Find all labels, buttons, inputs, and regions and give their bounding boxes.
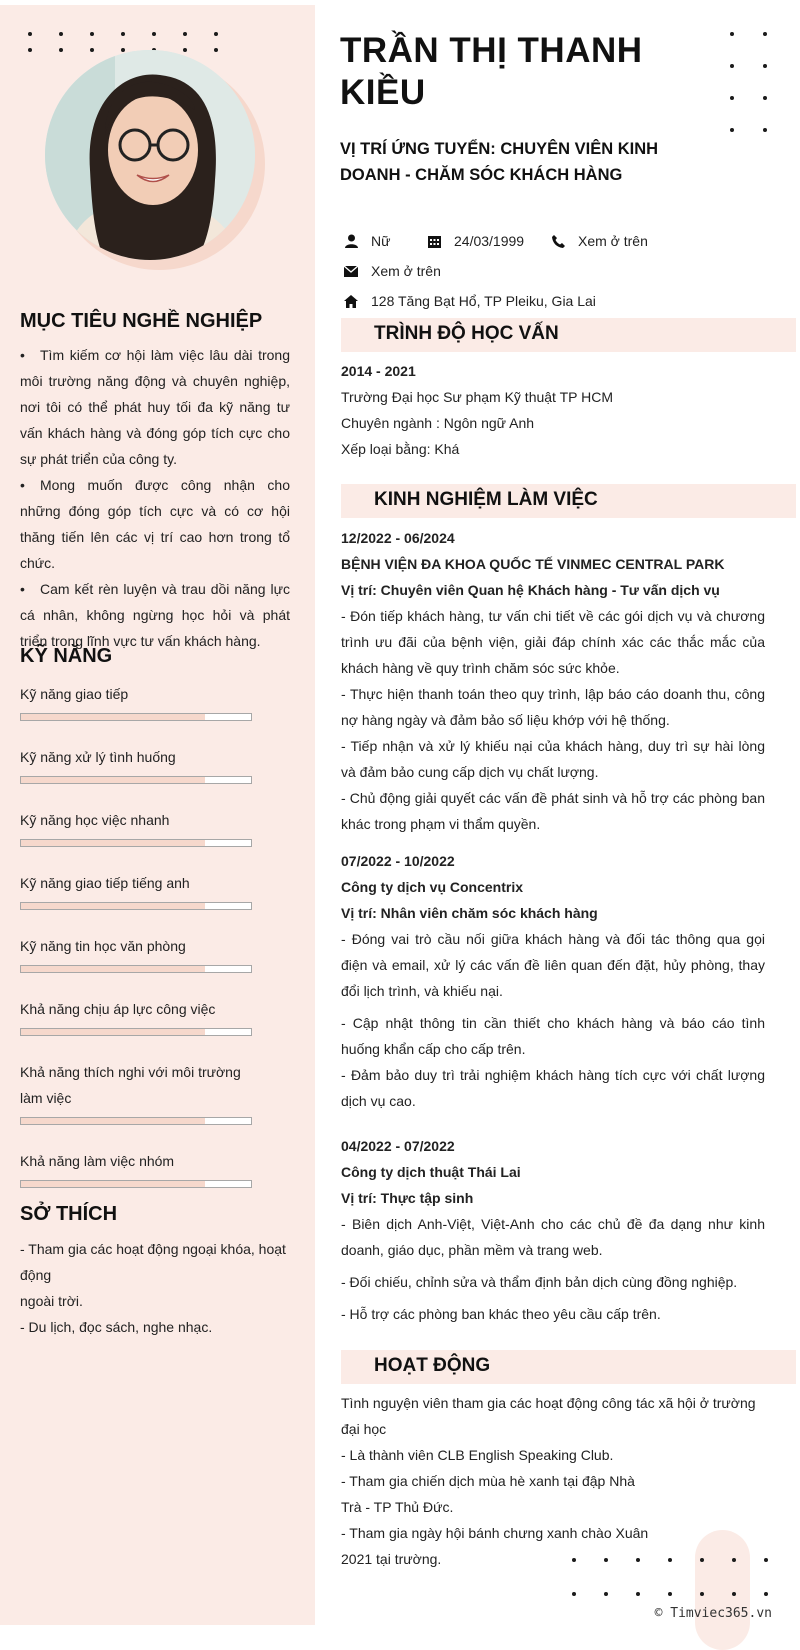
skill-label: Khả năng làm việc nhóm (20, 1153, 175, 1169)
skill-bar (20, 1180, 252, 1188)
education-major: Chuyên ngành : Ngôn ngữ Anh (341, 415, 535, 431)
job-duty: - Hỗ trợ các phòng ban khác theo yêu cầu cấp trên. (341, 1306, 661, 1322)
skill-bar (20, 713, 252, 721)
phone-icon (550, 233, 566, 249)
job-period: 07/2022 - 10/2022 (341, 853, 455, 869)
job-period: 04/2022 - 07/2022 (341, 1138, 455, 1154)
decor-circle (260, 1575, 315, 1625)
experience-title: KINH NGHIỆM LÀM VIỆC (374, 489, 598, 510)
activity-line: 2021 tại trường. (341, 1551, 442, 1567)
phone-value: Xem ở trên (578, 233, 648, 249)
skill-bar (20, 839, 252, 847)
info-dob (426, 233, 524, 249)
skill-bar (20, 1028, 252, 1036)
job-entry (341, 525, 765, 837)
job-duty: - Đón tiếp khách hàng, tư vấn chi tiết về các gói dịch vụ và chương trình ưu đãi của bệnh viện, giải đáp chính xác các thắc mắc của khách hàng về quy trình chăm sóc sức khỏe. (341, 608, 765, 676)
calendar-icon (426, 233, 442, 249)
info-email (343, 263, 441, 279)
skill-label: Kỹ năng xử lý tình huống (20, 749, 176, 765)
job-duty: - Tiếp nhận và xử lý khiếu nại của khách hàng, duy trì sự hài lòng và đảm bảo cung cấp dịch vụ chất lượng. (341, 738, 765, 780)
skill-bar (20, 965, 252, 973)
objective-item: • Mong muốn được công nhận cho những đóng góp tích cực và có cơ hội thăng tiến lên các vị trí cao hơn trong tổ chức. (20, 472, 290, 576)
education-school: Trường Đại học Sư phạm Kỹ thuật TP HCM (341, 389, 613, 405)
activities-header (341, 1350, 796, 1384)
job-role: Vị trí: Thực tập sinh (341, 1190, 474, 1206)
hobby-line: - Tham gia các hoạt động ngoại khóa, hoạt động (20, 1241, 286, 1283)
skill-bar (20, 902, 252, 910)
info-phone (550, 233, 648, 249)
skill-label: Khả năng thích nghi với môi trường làm việc (20, 1064, 241, 1106)
hobby-line: - Du lịch, đọc sách, nghe nhạc. (20, 1319, 213, 1335)
job-entry (341, 848, 765, 1114)
skills-title: KỸ NĂNG (20, 645, 113, 667)
objective-item: • Cam kết rèn luyện và trau dồi năng lực cá nhân, không ngừng học hỏi và phát triển trong lĩnh vực tư vấn khách hàng. (20, 576, 290, 654)
skill-label: Kỹ năng giao tiếp (20, 686, 129, 702)
education-grade: Xếp loại bằng: Khá (341, 441, 460, 457)
activity-line: - Là thành viên CLB English Speaking Club. (341, 1447, 614, 1463)
objective-title: MỤC TIÊU NGHỀ NGHIỆP (20, 310, 263, 332)
decor-dots-top-left (28, 32, 245, 52)
job-duty: - Đảm bảo duy trì trải nghiệm khách hàng tích cực với chất lượng dịch vụ cao. (341, 1067, 765, 1109)
job-duty: - Cập nhật thông tin cần thiết cho khách hàng và báo cáo tình huống khẩn cấp cho cấp trên. (341, 1015, 765, 1057)
job-duty: - Chủ động giải quyết các vấn đề phát sinh và hỗ trợ các phòng ban khác trong phạm vi thẩm quyền. (341, 790, 765, 832)
objective-item: • Tìm kiếm cơ hội làm việc lâu dài trong môi trường năng động và chuyên nghiệp, nơi tôi có thể phát huy tối đa kỹ năng tư vấn khách hàng và đóng góp tích cực cho sự phát triển của công ty. (20, 342, 290, 472)
candidate-name: TRẦN THỊ THANH KIỀU (340, 31, 643, 112)
activity-line: Trà - TP Thủ Đức. (341, 1499, 454, 1515)
activity-line: - Tham gia chiến dịch mùa hè xanh tại đập Nhà (341, 1473, 635, 1489)
job-duty: - Biên dịch Anh-Việt, Việt-Anh cho các chủ đề đa dạng như kinh doanh, giáo dục, phần mềm và trang web. (341, 1216, 765, 1258)
skill-label: Kỹ năng tin học văn phòng (20, 938, 186, 954)
job-duty: - Thực hiện thanh toán theo quy trình, lập báo cáo doanh thu, công nợ hàng ngày và đảm bảo số liệu khớp với hệ thống. (341, 686, 765, 728)
job-period: 12/2022 - 06/2024 (341, 530, 455, 546)
job-company: BỆNH VIỆN ĐA KHOA QUỐC TẾ VINMEC CENTRAL PARK (341, 556, 725, 572)
address-value: 128 Tăng Bạt Hổ, TP Pleiku, Gia Lai (371, 293, 596, 309)
home-icon (343, 293, 359, 309)
activity-line: Tình nguyện viên tham gia các hoạt động công tác xã hội ở trường (341, 1395, 756, 1411)
activity-line: - Tham gia ngày hội bánh chưng xanh chào Xuân (341, 1525, 649, 1541)
applied-position: VỊ TRÍ ỨNG TUYỂN: CHUYÊN VIÊN KINH DOANH - CHĂM SÓC KHÁCH HÀNG (340, 140, 659, 184)
email-value: Xem ở trên (371, 263, 441, 279)
portrait-photo (45, 50, 255, 260)
skill-bar (20, 776, 252, 784)
education-header (341, 318, 796, 352)
person-icon (343, 233, 359, 249)
education-block (341, 358, 765, 462)
activities-title: HOẠT ĐỘNG (374, 1355, 491, 1376)
hobby-line: ngoài trời. (20, 1293, 83, 1309)
dob-value: 24/03/1999 (454, 233, 525, 249)
hobbies-list (20, 1236, 295, 1340)
skill-label: Kỹ năng học việc nhanh (20, 812, 170, 828)
job-role: Vị trí: Chuyên viên Quan hệ Khách hàng - Tư vấn dịch vụ (341, 582, 720, 598)
decor-dots-bottom-right (572, 1558, 796, 1596)
info-address (343, 293, 596, 309)
objective-list (20, 342, 290, 654)
gender-value: Nữ (371, 233, 391, 249)
experience-header (341, 484, 796, 518)
education-period: 2014 - 2021 (341, 363, 416, 379)
education-title: TRÌNH ĐỘ HỌC VẤN (374, 323, 559, 344)
job-duty: - Đối chiếu, chỉnh sửa và thẩm định bản dịch cùng đồng nghiệp. (341, 1274, 738, 1290)
hobbies-title: SỞ THÍCH (20, 1203, 118, 1225)
job-company: Công ty dịch thuật Thái Lai (341, 1164, 521, 1180)
job-entry (341, 1133, 765, 1327)
job-role: Vị trí: Nhân viên chăm sóc khách hàng (341, 905, 598, 921)
footer-watermark: © Timviec365.vn (654, 1606, 772, 1621)
envelope-icon (343, 263, 359, 279)
skill-label: Khả năng chịu áp lực công việc (20, 1001, 216, 1017)
skill-label: Kỹ năng giao tiếp tiếng anh (20, 875, 190, 891)
decor-dots-top-right (730, 32, 796, 132)
job-company: Công ty dịch vụ Concentrix (341, 879, 524, 895)
skill-bar (20, 1117, 252, 1125)
avatar (45, 50, 265, 270)
activity-line: đại học (341, 1421, 387, 1437)
info-gender (343, 233, 390, 249)
left-column (0, 5, 315, 1625)
job-duty: - Đóng vai trò cầu nối giữa khách hàng và đối tác thông qua gọi điện và email, xử lý các vấn đề liên quan đến đặt, hủy phòng, thay đổi lịch trình, và khiếu nại. (341, 931, 765, 999)
